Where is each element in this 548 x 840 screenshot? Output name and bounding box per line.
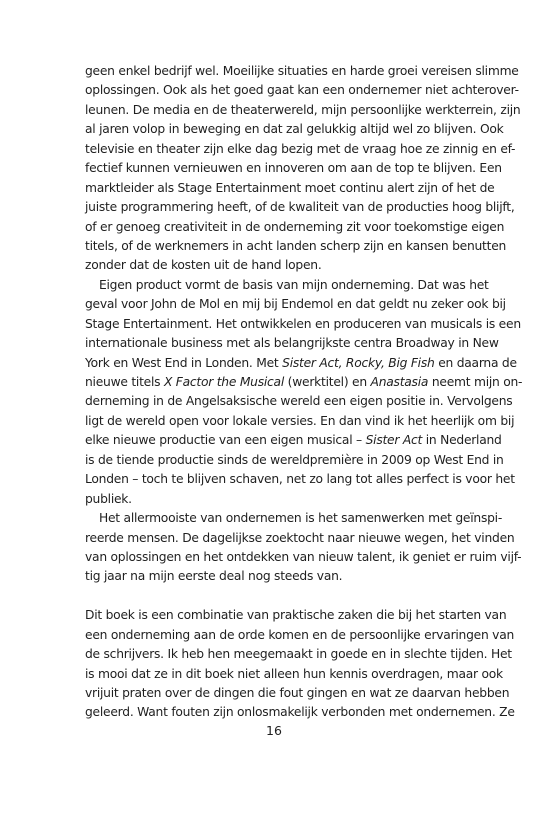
text-run: en daarna de [434, 355, 517, 370]
text-run: is mooi dat ze in dit boek niet alleen hun kennis overdragen, maar ook [85, 666, 503, 681]
paragraph [85, 276, 523, 509]
italic-title: Anastasia [370, 375, 429, 389]
text-run: (werktitel) en [284, 375, 371, 389]
text-run: een onderneming aan de orde komen en de persoonlijke ervaringen van [85, 627, 515, 642]
italic-title: Sister Act, Rocky, Big Fish [282, 355, 435, 370]
text-run: vrijuit praten over de dingen die fout gingen en wat ze daarvan hebben [85, 686, 510, 700]
text-run: elke nieuwe productie van een eigen musical – [85, 433, 366, 448]
text-run: leunen. De media en de theaterwereld, mijn persoonlijke werkterrein, zijn [85, 102, 521, 117]
text-line [85, 626, 515, 645]
text-line [85, 490, 485, 509]
text-run: de schrijvers. Ik heb hen meegemaakt in goede en in slechte tijden. Het [85, 647, 512, 662]
paragraph [85, 606, 515, 723]
text-run: Eigen product vormt de basis van mijn onderneming. Dat was het [99, 277, 489, 292]
text-line [85, 567, 485, 586]
text-line [85, 120, 504, 139]
text-line [85, 451, 504, 470]
text-run: titels, of de werknemers in acht landen scherp zijn en kansen benutten [85, 238, 507, 253]
body-text [85, 62, 523, 723]
text-line [85, 548, 522, 567]
text-run: Stage Entertainment. Het ontwikkelen en produceren van musicals is een [85, 316, 521, 331]
text-line [85, 101, 521, 120]
text-line [85, 62, 519, 81]
text-line [85, 198, 515, 217]
text-line [85, 606, 507, 625]
text-run: Het allermooiste van ondernemen is het samenwerken met geïnspi- [99, 511, 503, 526]
italic-title: X Factor the Musical [163, 375, 285, 389]
text-run: Dit boek is een combinatie van praktische zaken die bij het starten van [85, 608, 507, 623]
text-line [85, 315, 521, 334]
text-line [85, 529, 515, 548]
text-run: fectief kunnen vernieuwen en innoveren om aan de top te blijven. Een [85, 161, 502, 176]
text-run: juiste programmering heeft, of de kwaliteit van de producties hoog blijft, [85, 200, 515, 215]
text-line [85, 665, 503, 684]
text-line [85, 256, 485, 275]
text-run: of er genoeg creativiteit in de onderneming zit voor toekomstige eigen [85, 219, 505, 234]
text-line [85, 412, 515, 431]
text-line [85, 159, 502, 178]
text-run: geleerd. Want fouten zijn onlosmakelijk verbonden met ondernemen. Ze [85, 705, 515, 720]
paragraph [85, 62, 521, 276]
text-run: marktleider als Stage Entertainment moet continu alert zijn of het de [85, 180, 495, 195]
text-run: oplossingen. Ook als het goed gaat kan een ondernemer niet achterover- [85, 83, 519, 98]
text-run: ligt de wereld open voor lokale versies. En dan vind ik het heerlijk om bij [85, 413, 515, 428]
text-run: in Nederland [422, 433, 502, 448]
text-run: nieuwe titels [85, 375, 164, 389]
text-line [85, 373, 523, 392]
text-line [85, 645, 512, 664]
text-line [85, 470, 515, 489]
text-line [85, 179, 495, 198]
text-run: is de tiende productie sinds de wereldpremière in 2009 op West End in [85, 452, 504, 467]
text-run: internationale business met als belangrijkste centra Broadway in New [85, 336, 499, 351]
text-run: York en West End in Londen. Met [85, 355, 283, 370]
text-line [85, 218, 505, 237]
text-run: tig jaar na mijn eerste deal nog steeds van. [85, 569, 343, 584]
paragraph [85, 509, 522, 587]
text-line [85, 295, 506, 314]
text-run: van oplossingen en het ontdekken van nieuw talent, ik geniet er ruim vijf- [85, 549, 522, 564]
text-run: Londen – toch te blijven schaven, net zo lang tot alles perfect is voor het [85, 472, 515, 487]
text-run: televisie en theater zijn elke dag bezig met de vraag hoe ze zinnig en ef- [85, 141, 516, 156]
italic-title: Sister Act [365, 433, 423, 448]
text-run: publiek. [85, 491, 132, 506]
section-break [85, 587, 485, 606]
text-line [85, 431, 502, 450]
text-run: zonder dat de kosten uit de hand lopen. [85, 258, 322, 273]
text-line [85, 140, 516, 159]
text-line [85, 237, 507, 256]
text-line [85, 703, 515, 722]
text-line [85, 509, 503, 528]
text-run: al jaren volop in beweging en dat zal gelukkig altijd wel zo blijven. Ook [85, 122, 504, 137]
page-number: 16 [266, 723, 282, 738]
text-run: neemt mijn on- [428, 375, 523, 389]
text-line [85, 354, 517, 373]
text-line [85, 684, 510, 703]
text-run: derneming in de Angelsaksische wereld een eigen positie in. Vervolgens [85, 394, 513, 409]
text-line [85, 276, 489, 295]
text-run: geen enkel bedrijf wel. Moeilijke situaties en harde groei vereisen slimme [85, 64, 519, 78]
text-line [85, 81, 519, 100]
text-line [85, 392, 513, 411]
text-run: reerde mensen. De dagelijkse zoektocht naar nieuwe wegen, het vinden [85, 530, 515, 545]
text-run: geval voor John de Mol en mij bij Endemol en dat geldt nu zeker ook bij [85, 297, 506, 312]
text-line [85, 334, 499, 353]
